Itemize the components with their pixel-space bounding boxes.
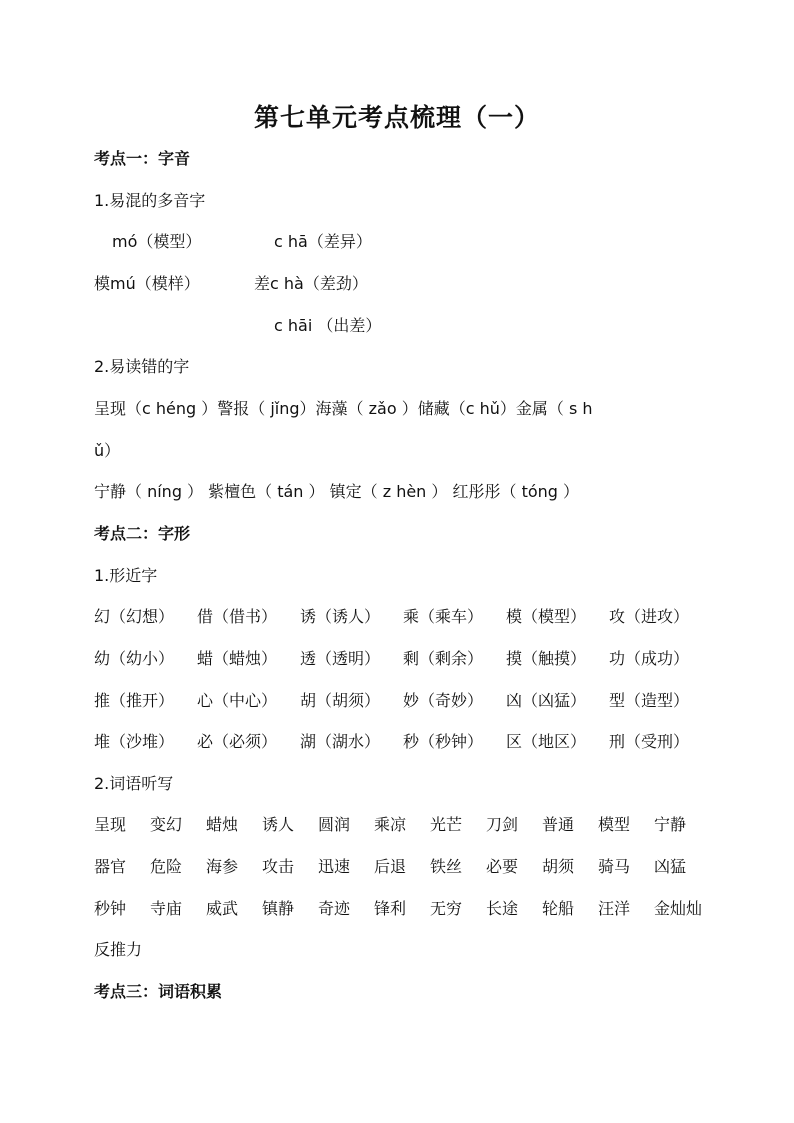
- dictation-word: 轮船: [542, 899, 575, 918]
- dictation-word: 无穷: [430, 899, 463, 918]
- dictation-word: 变幻: [150, 815, 183, 834]
- dictation-word: 秒钟: [94, 899, 127, 918]
- cha-reading-3: c hāi （出差）: [274, 316, 382, 335]
- similar-row: [94, 690, 712, 712]
- dictation-word: 器官: [94, 857, 127, 876]
- similar-item: 借（借书）: [197, 607, 278, 626]
- similar-item: 刑（受刑）: [609, 732, 690, 751]
- dictation-word: 宁静: [654, 815, 687, 834]
- dictation-word: 刀剑: [486, 815, 519, 834]
- section2-sub2: 2.词语听写: [94, 774, 174, 793]
- dictation-word: 普通: [542, 815, 575, 834]
- dictation-word: 汪洋: [598, 899, 631, 918]
- dictation-word: 奇迹: [318, 899, 351, 918]
- dictation-word: 蜡烛: [206, 815, 239, 834]
- section1-sub2: 2.易读错的字: [94, 357, 190, 376]
- dictation-word: 寺庙: [150, 899, 183, 918]
- dictation-word: 凶猛: [654, 857, 687, 876]
- similar-item: 乘（乘车）: [403, 607, 484, 626]
- similar-item: 区（地区）: [506, 732, 587, 751]
- misread-line-1-cont: ǔ）: [94, 441, 121, 460]
- similar-item: 模（模型）: [506, 607, 587, 626]
- dictation-word: 长途: [486, 899, 519, 918]
- similar-item: 心（中心）: [197, 691, 278, 710]
- similar-item: 必（必须）: [197, 732, 278, 751]
- dictation-word: 诱人: [262, 815, 295, 834]
- dictation-row: [94, 814, 710, 836]
- dictation-word: 呈现: [94, 815, 127, 834]
- mo-char-line: 模mú（模样）: [94, 274, 200, 293]
- dictation-word: 光芒: [430, 815, 463, 834]
- page-title: 第七单元考点梳理（一）: [253, 103, 540, 132]
- dictation-word: 必要: [486, 857, 519, 876]
- similar-row: [94, 606, 712, 628]
- section2-heading: 考点二：字形: [94, 524, 191, 543]
- dictation-word: 迅速: [318, 857, 351, 876]
- dictation-word: 后退: [374, 857, 407, 876]
- dictation-word: 胡须: [542, 857, 575, 876]
- similar-item: 妙（奇妙）: [403, 691, 484, 710]
- section1-sub1: 1.易混的多音字: [94, 191, 206, 210]
- similar-item: 幻（幻想）: [94, 607, 175, 626]
- cha-char-line: 差c hà（差劲）: [254, 274, 368, 293]
- similar-item: 秒（秒钟）: [403, 732, 484, 751]
- dictation-word: 海参: [206, 857, 239, 876]
- dictation-word: 金灿灿: [654, 899, 703, 918]
- dictation-last-word: 反推力: [94, 940, 143, 959]
- section2-sub1: 1.形近字: [94, 566, 158, 585]
- dictation-word: 锋利: [374, 899, 407, 918]
- dictation-word: 铁丝: [430, 857, 463, 876]
- cha-reading-1: c hā（差异）: [274, 232, 372, 251]
- similar-item: 型（造型）: [609, 691, 690, 710]
- similar-row: [94, 648, 712, 670]
- dictation-word: 骑马: [598, 857, 631, 876]
- dictation-word: 模型: [598, 815, 631, 834]
- similar-item: 透（透明）: [300, 649, 381, 668]
- similar-item: 摸（触摸）: [506, 649, 587, 668]
- similar-item: 推（推开）: [94, 691, 175, 710]
- section3-heading: 考点三：词语积累: [94, 982, 223, 1001]
- similar-item: 蜡（蜡烛）: [197, 649, 278, 668]
- dictation-row: [94, 898, 710, 920]
- similar-item: 幼（幼小）: [94, 649, 175, 668]
- similar-item: 诱（诱人）: [300, 607, 381, 626]
- misread-line-1: 呈现（c héng ）警报（ jǐng）海藻（ zǎo ）储藏（c hǔ）金属（ s h: [94, 399, 593, 418]
- section1-heading: 考点一：字音: [94, 149, 191, 168]
- mo-reading-1: mó（模型）: [112, 232, 202, 251]
- dictation-word: 威武: [206, 899, 239, 918]
- misread-line-2: 宁静（ níng ） 紫檀色（ tán ） 镇定（ z hèn ） 红彤彤（ tóng ）: [94, 482, 580, 501]
- similar-item: 功（成功）: [609, 649, 690, 668]
- similar-item: 凶（凶猛）: [506, 691, 587, 710]
- similar-item: 剩（剩余）: [403, 649, 484, 668]
- similar-item: 胡（胡须）: [300, 691, 381, 710]
- dictation-word: 危险: [150, 857, 183, 876]
- dictation-word: 乘凉: [374, 815, 407, 834]
- dictation-word: 攻击: [262, 857, 295, 876]
- similar-row: [94, 731, 712, 753]
- similar-item: 攻（进攻）: [609, 607, 690, 626]
- dictation-row: [94, 856, 710, 878]
- dictation-word: 镇静: [262, 899, 295, 918]
- similar-item: 堆（沙堆）: [94, 732, 175, 751]
- similar-item: 湖（湖水）: [300, 732, 381, 751]
- dictation-word: 圆润: [318, 815, 351, 834]
